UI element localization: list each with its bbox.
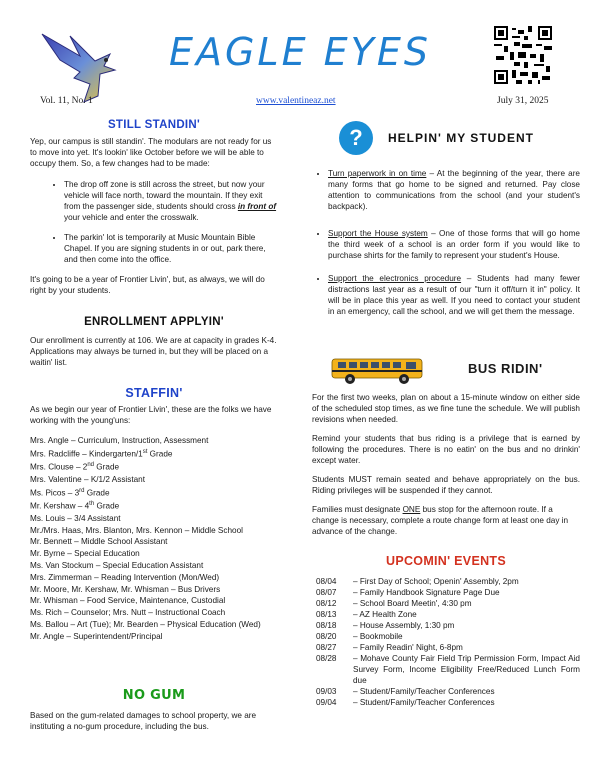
no-gum-section: [30, 690, 278, 732]
staff-item: Mrs. Valentine – K/1/2 Assistant: [30, 474, 145, 484]
volume-label: Vol. 11, No. 1: [40, 96, 93, 106]
events-list: [312, 576, 580, 708]
staff-item: Mr. Angle – Superintendent/Principal: [30, 631, 163, 641]
still-standin-intro: Yep, our campus is still standin'. The modulars are not ready for us to move into yet. It's lookin' like October before we will be able to occupy them. So, a few changes had to be made:: [30, 137, 272, 168]
bus-ridin-heading: BUS RIDIN': [468, 361, 543, 376]
still-standin-bullet: • The drop off zone is still across the street, but now your vehicle will face north, toward the mountain. If they exit from the passenger side, students should cross in front of your vehicle and enter the crosswalk.: [64, 179, 278, 223]
still-standin-section: [30, 120, 278, 296]
bus-ridin-paragraph: Families must designate ONE bus stop for the afternoon route. If a change is necessary, complete a route change form at least one day in advance of the change.: [312, 505, 569, 536]
staffin-section: [30, 388, 278, 642]
bus-ridin-paragraph: Remind your students that bus riding is a privilege that is earned by following the procedures. There is no eatin' on the bus and no drinkin' except water.: [312, 434, 580, 465]
helpin-section: [312, 168, 580, 326]
events-heading: UPCOMIN' EVENTS: [386, 554, 506, 568]
website-link[interactable]: www.valentineaz.net: [256, 96, 336, 106]
helpin-item: • Support the electronics procedure – Students had many fewer distractions last year as a result of our "turn it off/turn it in" policy. It will be in place this year as well. If you need to contact your student in an emergency, call the school, and we will get them the message.: [328, 273, 580, 317]
staff-item: Mr./Mrs. Haas, Mrs. Blanton, Mrs. Kennon – Middle School: [30, 525, 243, 535]
still-standin-bullet: • The parkin' lot is temporarily at Music Mountain Bible Chapel. If you are signing students in or out, park there, and then come into the office.: [64, 232, 278, 265]
enrollment-section: [30, 317, 278, 368]
staff-item: Mrs. Clouse – 2nd Grade: [30, 462, 120, 473]
staff-item: Ms. Picos – 3rd Grade: [30, 487, 110, 498]
bus-ridin-paragraph: Students MUST remain seated and behave appropriately on the bus. Riding privileges will be suspended if they cannot.: [312, 475, 580, 495]
event-item: 08/20 – Bookmobile: [316, 632, 403, 641]
qr-code-icon: [494, 26, 552, 84]
staff-item: Mr. Moore, Mr. Kershaw, Mr. Whisman – Bus Drivers: [30, 584, 221, 594]
eagle-logo: [40, 26, 120, 106]
staff-item: Ms. Rich – Counselor; Mrs. Nutt – Instructional Coach: [30, 608, 226, 618]
event-item: 08/12 – School Board Meetin', 4:30 pm: [316, 599, 472, 608]
newsletter-title: EAGLE EYES: [168, 30, 432, 74]
school-bus-icon: [330, 356, 428, 386]
staff-item: Ms. Louis – 3/4 Assistant: [30, 513, 121, 523]
helpin-heading: HELPIN' MY STUDENT: [388, 131, 534, 145]
event-item: 09/04 – Student/Family/Teacher Conferences: [316, 698, 495, 707]
helpin-item: • Turn paperwork in on time – At the beginning of the year, there are many forms that go home to be signed and returned. Pay close attention to communications from the school (and your student's backpack).: [328, 168, 580, 212]
event-item: 08/07 – Family Handbook Signature Page Due: [316, 588, 500, 597]
bus-ridin-section: [312, 392, 580, 537]
event-item: 09/03 – Student/Family/Teacher Conferences: [316, 687, 495, 696]
helpin-item: • Support the House system – One of those forms that will go home the third week of a school is an order form if you would like to purchase shirts for the family to represent your student's House.: [328, 228, 580, 261]
staff-item: Ms. Van Stockum – Special Education Assistant: [30, 560, 204, 570]
event-item: 08/04 – First Day of School; Openin' Assembly, 2pm: [316, 577, 519, 586]
staff-item: Mrs. Zimmerman – Reading Intervention (Mon/Wed): [30, 572, 220, 582]
event-item: 08/13 – AZ Health Zone: [316, 610, 417, 619]
enrollment-text: Our enrollment is currently at 106. We are at capacity in grades K-4. Applications may always be turned in, but they will be placed on a waitin' list.: [30, 336, 277, 367]
staff-item: Mrs. Angle – Curriculum, Instruction, Assessment: [30, 436, 209, 445]
issue-date: July 31, 2025: [497, 96, 549, 106]
staff-item: Mr. Byrne – Special Education: [30, 549, 140, 559]
staff-item: Mrs. Radcliffe – Kindergarten/1st Grade: [30, 448, 173, 459]
bus-ridin-paragraph: For the first two weeks, plan on about a 15-minute window on either side of the scheduled stop times, as we fine tune the schedule. We will publish revisions when needed.: [312, 393, 580, 424]
staffin-intro: As we begin our year of Frontier Livin', these are the folks we have working with the young'uns:: [30, 405, 272, 425]
staff-item: Mr. Kershaw – 4th Grade: [30, 501, 120, 511]
staff-item: Ms. Ballou – Art (Tue); Mr. Bearden – Physical Education (Wed): [30, 619, 261, 629]
no-gum-heading: NO GUM: [122, 688, 186, 703]
events-section: [312, 556, 580, 708]
question-mark-icon: ?: [339, 121, 373, 155]
staff-list: [30, 435, 278, 642]
no-gum-text: Based on the gum-related damages to school property, we are instituting a no-gum procedure, including the bus.: [30, 711, 257, 731]
event-item: 08/28 – Mohave County Fair Field Trip Permission Form, Impact Aid Survey Form, Income Eligibility Free/Reduced Lunch Form due: [316, 654, 580, 685]
staff-item: Mr. Bennett – Middle School Assistant: [30, 537, 168, 547]
enrollment-heading: ENROLLMENT APPLYIN': [84, 316, 224, 328]
event-item: 08/18 – House Assembly, 1:30 pm: [316, 621, 455, 630]
still-standin-outro: It's going to be a year of Frontier Livin', but, as always, we will do right by your students.: [30, 275, 265, 295]
event-item: 08/27 – Family Readin' Night, 6-8pm: [316, 643, 463, 652]
staffin-heading: STAFFIN': [125, 386, 183, 400]
staff-item: Mr. Whisman – Food Service, Maintenance, Custodial: [30, 596, 226, 606]
still-standin-heading: STILL STANDIN': [107, 119, 201, 131]
